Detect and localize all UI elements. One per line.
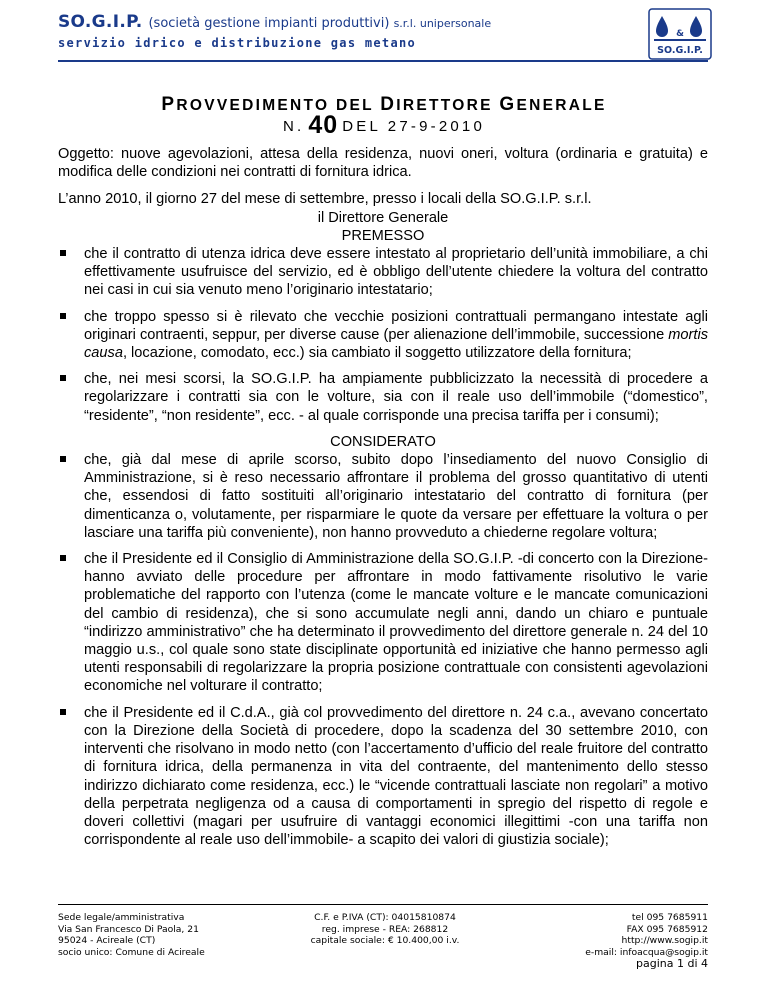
company-subtitle — [148, 16, 491, 31]
document-number — [0, 111, 768, 140]
list-item: che il Presidente ed il Consiglio di Amministrazione della SO.G.I.P. -di concerto con la Direzione- hanno avviato delle procedure per affrontare in modo fattivamente risolutivo le varie problematiche del rapporto con l’utenza (come le mancate volture e le mancate comunicazioni del cambio di residenza), che si sono accumulate negli anni, dando un chiaro e puntuale “indirizzo amministrativo” che ha determinato il provvedimento del direttore generale n. 24 del 10 maggio u.s., col quale sono state disciplinate opportunità ed iniziative che hanno permesso agli utenti responsabili di regolarizzare la propria posizione contrattuale con consistenti agevolazioni economiche nel volturare il contratto; — [58, 550, 708, 696]
svg-text:&: & — [676, 29, 684, 39]
number-date: DEL 27-9-2010 — [342, 118, 485, 135]
email-link[interactable]: e-mail: infoacqua@sogip.it — [585, 946, 708, 958]
list-item: che, già dal mese di aprile scorso, subito dopo l’insediamento del nuovo Consiglio di Amministrazione, si è reso necessario affrontare il problema del grosso quantitativo di utenti che, essendosi di fatto sostituiti all’originario intestatario del contratto di fornitura (per dimenticanza o, volutamente, per risparmiare le quote da versare per effettuare la voltura o per lasciare una tariffa più conveniente), non hanno provveduto a chiederne regolare voltura; — [58, 451, 708, 542]
footer-divider — [58, 904, 708, 905]
number-value: 40 — [308, 111, 339, 139]
company-logo — [648, 8, 712, 60]
company-subtitle-b: s.r.l. unipersonale — [393, 17, 492, 30]
premesso-list — [58, 245, 708, 425]
page-number: pagina 1 di 4 — [636, 957, 708, 971]
company-name: SO.G.I.P. — [58, 12, 143, 32]
letterhead — [58, 12, 708, 50]
company-tagline: servizio idrico e distribuzione gas metano — [58, 36, 417, 50]
footer-address: Sede legale/amministrativa Via San Francesco Di Paola, 21 95024 - Acireale (CT) socio unico: Comune di Acireale — [58, 912, 205, 958]
document-body — [58, 145, 708, 857]
director-heading: il Direttore Generale — [317, 209, 449, 226]
website-link[interactable]: http://www.sogip.it — [621, 935, 708, 947]
premesso-heading: PREMESSO — [341, 227, 425, 244]
intro-paragraph: L’anno 2010, il giorno 27 del mese di settembre, presso i locali della SO.G.I.P. s.r.l. — [58, 191, 592, 208]
logo-text: SO.G.I.P. — [657, 45, 703, 56]
list-item: che, nei mesi scorsi, la SO.G.I.P. ha ampiamente pubblicizzato la necessità di procedere a regolarizzare i contratti sia con le volture, sia con il reale uso dell’immobile (“domestico”, “residente”, “non residente”, ecc. - al quale corrisponde una precisa tariffa per i consumi); — [58, 370, 708, 425]
document-title: PROVVEDIMENTO DEL DIRETTORE GENERALE — [161, 94, 607, 115]
list-item: che troppo spesso si è rilevato che vecchie posizioni contrattuali permangano intestate agli originari contraenti, seppur, per diverse cause (per alienazione dell’immobile, successione mortis causa, locazione, comodato, ecc.) sia cambiato il soggetto utilizzatore della fornitura; — [58, 308, 708, 363]
list-item: che il Presidente ed il C.d.A., già col provvedimento del direttore n. 24 c.a., avevano concertato con la Direzione della Società di procedere, dopo la scadenza del 30 settembre 2010, con interventi che risolvano in modo netto (con l’accertamento d’ufficio del reale fruitore del contratto di fornitura idrica, della permanenza in vita del contraente, del mantenimento dello stesso indirizzo dichiarato come residenza, ecc.) le “vicende contrattuali lasciate non regolari” a motivo della perpetrata negligenza od a causa di comportamenti in spregio del rispetto di regole e doveri collettivi (magari per usufruire di vantaggi economici illegittimi -con una tariffa non corrispondente al reale uso dell’immobile- a scapito dei valori di giustizia sociale); — [58, 704, 708, 850]
subject-paragraph: Oggetto: nuove agevolazioni, attesa della residenza, nuovi oneri, voltura (ordinaria e gratuita) e modifica delle condizioni nei contratti di fornitura idrica. — [58, 146, 708, 181]
footer-contacts: tel 095 7685911 FAX 095 7685912 http://www.sogip.it e-mail: infoacqua@sogip.it pagina 1 di 4 — [508, 912, 708, 970]
footer-registry: C.F. e P.IVA (CT): 04015810874 reg. imprese - REA: 268812 capitale sociale: € 10.400,00 i.v. — [310, 912, 460, 947]
considerato-heading: CONSIDERATO — [330, 433, 436, 450]
considerato-list — [58, 451, 708, 849]
header-divider — [58, 60, 708, 62]
number-prefix: N. — [283, 118, 305, 135]
letterhead-line1 — [58, 12, 708, 32]
company-subtitle-a: (società gestione impianti produttivi) — [148, 16, 390, 31]
list-item: che il contratto di utenza idrica deve essere intestato al proprietario dell’unità immobiliare, a chi effettivamente usufruisce del servizio, ed è obbligo dell’utente chiedere la voltura del contratto nei casi in cui sia venuto meno l’originario intestatario; — [58, 245, 708, 300]
